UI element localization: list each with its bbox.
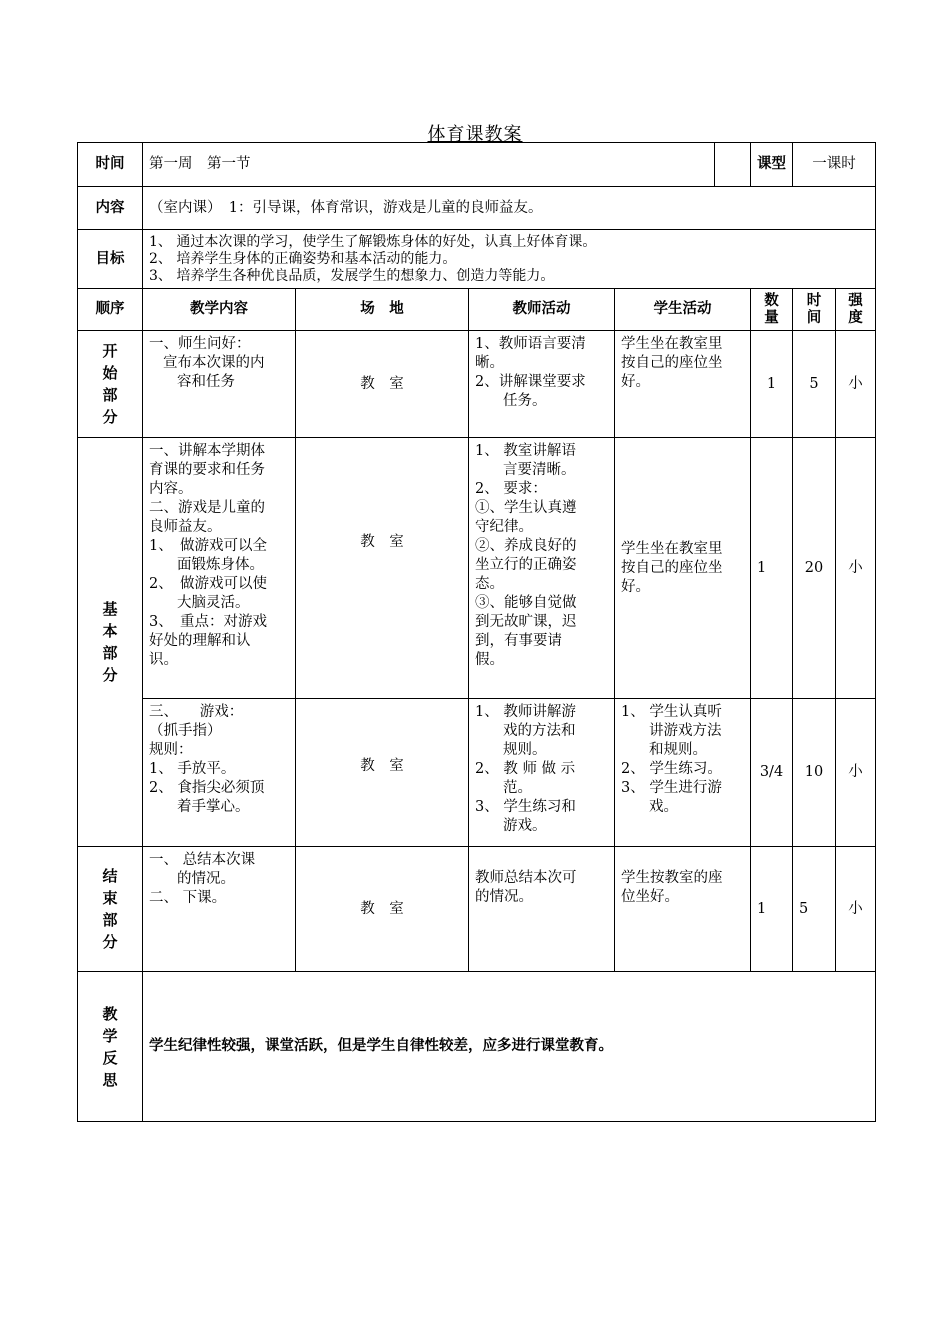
content-label: 内容 [78, 187, 143, 230]
teacher-line: 态。 [475, 576, 504, 592]
section-end-row [78, 847, 876, 972]
content-line: 二、 下课。 [149, 890, 227, 906]
student-line: 按自己的座位坐 [621, 559, 723, 576]
teacher-line: 2、 要求： [475, 481, 547, 497]
content-value: （室内课） 1：引导课，体育常识，游戏是儿童的良师益友。 [143, 187, 876, 230]
basic-intensity-1: 小 [836, 438, 876, 699]
student-line: 学生坐在教室里 [621, 540, 723, 557]
type-label: 课型 [751, 143, 793, 187]
header-qty-char: 量 [764, 309, 779, 326]
basic-intensity-2: 小 [836, 699, 876, 847]
start-content [143, 331, 296, 438]
header-time [793, 289, 836, 331]
content-line: 三、 游戏： [149, 704, 244, 720]
student-line: 和规则。 [649, 742, 707, 758]
content-line: 一、 总结本次课 [149, 852, 256, 868]
teacher-line: ②、养成良好的 [475, 538, 577, 554]
content-line: 好处的理解和认 [149, 633, 251, 649]
content-line: 育课的要求和任务 [149, 462, 265, 478]
lesson-plan-table [77, 142, 876, 1122]
content-line: 一、师生问好： [149, 336, 251, 352]
info-row-goal [78, 230, 876, 289]
student-line: 2、 学生练习。 [621, 761, 722, 777]
label-char: 部 [102, 911, 118, 929]
content-line: 着手掌心。 [177, 799, 250, 815]
end-time: 5 [793, 847, 836, 972]
content-line: 的情况。 [177, 871, 235, 887]
header-time-char: 间 [806, 309, 822, 326]
teacher-line: 言要清晰。 [503, 462, 576, 478]
student-line: 好。 [621, 374, 650, 390]
section-start-row [78, 331, 876, 438]
teacher-line: 2、 教 师 做 示 [475, 761, 576, 777]
basic-venue-1: 教 室 [296, 438, 469, 699]
label-char: 分 [102, 933, 118, 951]
header-venue: 场 地 [296, 289, 469, 331]
header-content: 教学内容 [143, 289, 296, 331]
reflection-text: 学生纪律性较强，课堂活跃，但是学生自律性较差，应多进行课堂教育。 [143, 972, 876, 1122]
basic-content-2 [143, 699, 296, 847]
section-end-label [78, 847, 143, 972]
start-venue: 教 室 [296, 331, 469, 438]
label-char: 反 [102, 1048, 118, 1067]
teacher-line: 戏的方法和 [503, 723, 576, 739]
header-intensity-char: 度 [848, 309, 863, 326]
header-intensity-char: 强 [848, 292, 863, 309]
end-student [615, 847, 751, 972]
basic-student-2 [615, 699, 751, 847]
content-line: 2、 做游戏可以使 [149, 576, 267, 592]
teacher-line: 规则。 [503, 742, 547, 758]
teacher-line: 1、 教室讲解语 [475, 443, 576, 459]
type-value: 一课时 [793, 143, 876, 187]
content-line: 面锻炼身体。 [177, 557, 264, 573]
info-row-content [78, 187, 876, 230]
teacher-line: 假。 [475, 652, 504, 668]
teacher-line: 坐立行的正确姿 [475, 557, 577, 573]
section-start-label [78, 331, 143, 438]
teacher-line: 守纪律。 [475, 519, 533, 535]
goal-label: 目标 [78, 230, 143, 289]
goal-item: 1、 通过本次课的学习，使学生了解锻炼身体的好处，认真上好体育课。 [149, 233, 597, 250]
basic-time-1: 20 [793, 438, 836, 699]
teacher-line: 1、教师语言要清 [475, 336, 586, 352]
label-char: 束 [102, 889, 118, 907]
content-line: 大脑灵活。 [177, 595, 250, 611]
student-line: 3、 学生进行游 [621, 780, 722, 796]
header-order: 顺序 [78, 289, 143, 331]
goal-item: 3、 培养学生各种优良品质，发展学生的想象力、创造力等能力。 [149, 267, 555, 284]
end-content [143, 847, 296, 972]
basic-qty-2: 3/4 [751, 699, 793, 847]
header-qty [751, 289, 793, 331]
label-char: 结 [102, 867, 118, 885]
student-line: 位坐好。 [621, 889, 679, 905]
end-teacher [469, 847, 615, 972]
basic-student-1 [615, 438, 751, 699]
student-line: 按自己的座位坐 [621, 355, 723, 371]
label-char: 本 [102, 622, 118, 640]
start-student [615, 331, 751, 438]
content-line: 一、讲解本学期体 [149, 443, 265, 459]
label-char: 基 [102, 600, 118, 618]
content-line: 1、 手放平。 [149, 761, 236, 777]
content-line: 良师益友。 [149, 519, 222, 535]
start-qty: 1 [751, 331, 793, 438]
header-time-char: 时 [806, 292, 822, 309]
end-venue-text: 教 室 [360, 900, 404, 917]
header-student: 学生活动 [615, 289, 751, 331]
teacher-line: 3、 学生练习和 [475, 799, 576, 815]
teacher-line: 范。 [503, 780, 532, 796]
label-char: 开 [102, 342, 118, 360]
section-basic-label [78, 438, 143, 847]
student-line: 好。 [621, 578, 650, 595]
section-basic-row-2 [78, 699, 876, 847]
header-teacher: 教师活动 [469, 289, 615, 331]
label-char: 学 [102, 1026, 118, 1045]
start-time: 5 [793, 331, 836, 438]
goal-list [143, 230, 876, 289]
content-line: 二、游戏是儿童的 [149, 500, 265, 516]
label-char: 部 [102, 386, 118, 404]
column-header-row [78, 289, 876, 331]
content-line: 内容。 [149, 481, 193, 497]
content-line: 规则： [149, 742, 193, 758]
student-line: 戏。 [649, 799, 678, 815]
teacher-line: 游戏。 [503, 818, 547, 834]
start-intensity: 小 [836, 331, 876, 438]
teacher-line: 任务。 [503, 393, 547, 409]
basic-venue-2: 教 室 [296, 699, 469, 847]
teacher-line: 教师总结本次可 [475, 870, 577, 886]
teacher-line: 晰。 [475, 355, 504, 371]
page-title: 体育课教案 [427, 124, 523, 145]
student-line: 讲游戏方法 [649, 723, 722, 739]
content-line: 2、 食指尖必须顶 [149, 780, 265, 796]
label-char: 始 [102, 364, 118, 382]
teacher-line: 2、讲解课堂要求 [475, 374, 586, 390]
header-qty-char: 数 [764, 292, 779, 309]
label-char: 思 [102, 1070, 118, 1089]
content-line: （抓手指） [149, 723, 222, 739]
section-reflection-row [78, 972, 876, 1122]
section-basic-row-1 [78, 438, 876, 699]
label-char: 教 [102, 1004, 118, 1023]
student-line: 学生坐在教室里 [621, 336, 723, 352]
label-char: 分 [102, 408, 118, 426]
time-label: 时间 [78, 143, 143, 187]
teacher-line: ③、能够自觉做 [475, 595, 577, 611]
spacer-cell [715, 143, 751, 187]
header-intensity [836, 289, 876, 331]
content-line: 宣布本次课的内 [163, 355, 265, 371]
label-char: 分 [102, 666, 118, 684]
basic-teacher-2 [469, 699, 615, 847]
basic-time-2: 10 [793, 699, 836, 847]
basic-qty-1: 1 [751, 438, 793, 699]
time-value: 第一周 第一节 [143, 143, 715, 187]
student-line: 1、 学生认真听 [621, 704, 722, 720]
goal-item: 2、 培养学生身体的正确姿势和基本活动的能力。 [149, 250, 457, 267]
teacher-line: ①、学生认真遵 [475, 500, 577, 516]
content-line: 3、 重点：对游戏 [149, 614, 267, 630]
info-row-time [78, 143, 876, 187]
content-line: 容和任务 [177, 374, 235, 390]
teacher-line: 到，有事要请 [475, 633, 562, 649]
teacher-line: 的情况。 [475, 889, 533, 905]
basic-content-1 [143, 438, 296, 699]
content-line: 识。 [149, 652, 178, 668]
section-reflection-label [78, 972, 143, 1122]
end-venue [296, 847, 469, 972]
basic-teacher-1 [469, 438, 615, 699]
end-intensity: 小 [836, 847, 876, 972]
student-line: 学生按教室的座 [621, 870, 723, 886]
start-teacher [469, 331, 615, 438]
end-qty: 1 [751, 847, 793, 972]
label-char: 部 [102, 644, 118, 662]
teacher-line: 到无故旷课，迟 [475, 614, 577, 630]
content-line: 1、 做游戏可以全 [149, 538, 267, 554]
teacher-line: 1、 教师讲解游 [475, 704, 576, 720]
